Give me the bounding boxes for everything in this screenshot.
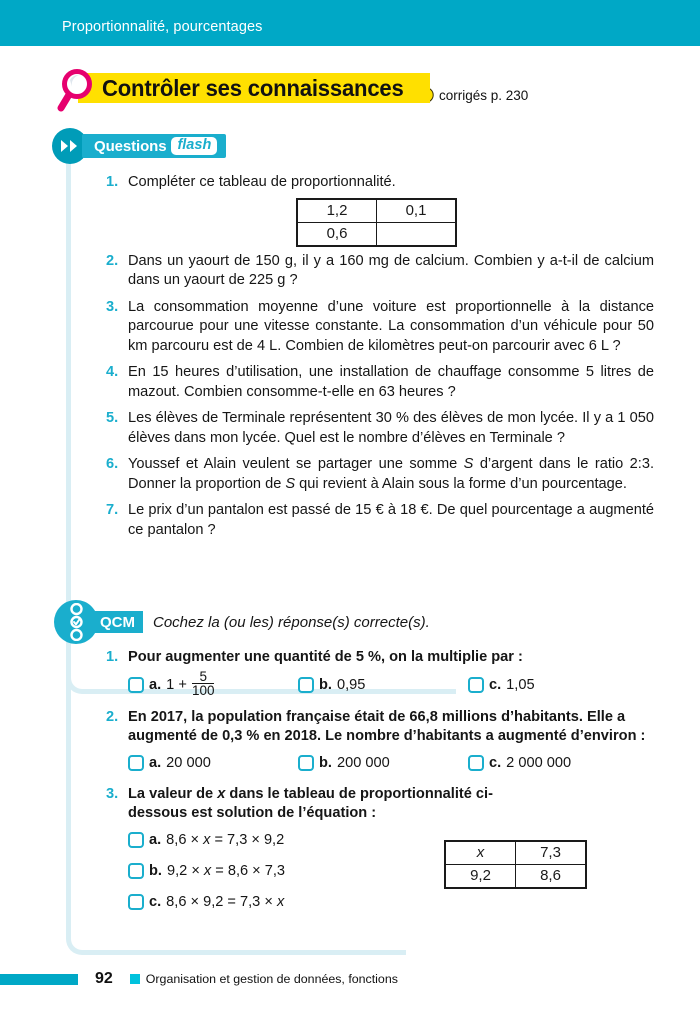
choice-text: 9,2 × x = 8,6 × 7,3 (166, 863, 286, 879)
qcm-tag: QCM (90, 611, 143, 633)
questions-flash-label (82, 134, 226, 158)
choice-text: 200 000 (336, 755, 390, 771)
table-row (297, 223, 456, 247)
checkbox[interactable] (298, 677, 314, 693)
qcm-choice[interactable] (128, 889, 654, 915)
footer-section-label: Organisation et gestion de données, fonctions (145, 972, 398, 986)
question-text: Dans un yaourt de 150 g, il y a 160 mg de calcium. Combien y a-t-il de calcium dans un yaourt de 225 g ? (128, 252, 654, 288)
page-number: 92 (95, 970, 113, 987)
table-cell (445, 841, 516, 865)
qcm-choice[interactable] (468, 750, 638, 776)
question-item (106, 409, 654, 448)
question-text: La consommation moyenne d’une voiture est proportionnelle à la distance parcourue pour une vitesse constante. La consommation d’un véhicule pour 50 km parcouru est de 4 L. Combien de kilomètres peut-on parcourir avec 6 L ? (128, 298, 654, 354)
qcm-question-number: 1. (106, 649, 119, 665)
fraction-denominator: 100 (191, 683, 215, 698)
footer-accent-bar (0, 974, 78, 985)
choice-letter: c. (149, 894, 162, 910)
choice-text: 1,05 (506, 677, 535, 693)
corriges-label: corrigés p. 230 (439, 87, 529, 103)
qcm-question-text: En 2017, la population française était de 66,8 millions d’habitants. Elle a augmenté de 0,3 % en 2018. Le nombre d’habitants a augmenté d’environ : (128, 709, 646, 744)
choice-letter: a. (149, 832, 162, 848)
choice-text: 8,6 × 9,2 = 7,3 × x (166, 894, 285, 910)
choice-text: 20 000 (166, 755, 211, 771)
checkbox[interactable] (128, 832, 144, 848)
magnifier-icon (56, 68, 98, 112)
question-number: 3. (106, 298, 119, 315)
footer-square-icon (130, 974, 140, 984)
questions-flash-pill: flash (171, 137, 217, 155)
page-title: Contrôler ses connaissances (102, 74, 404, 101)
qcm-question-text: La valeur de x dans le tableau de proportionnalité ci-dessous est solution de l’équation : (128, 786, 493, 821)
proportionality-table (296, 198, 457, 247)
questions-flash-word: Questions (94, 137, 167, 155)
table-cell: 8,6 (516, 865, 587, 889)
qcm-choice-group (106, 750, 654, 776)
question-number: 1. (106, 174, 119, 190)
questions-flash-badge (52, 128, 226, 164)
table-row (445, 865, 586, 889)
table-cell: 0,1 (377, 199, 457, 223)
choice-letter: c. (489, 755, 502, 771)
chapter-header-bar (0, 0, 700, 46)
choice-letter: c. (489, 677, 502, 693)
qcm-header (54, 600, 430, 644)
choice-letter: a. (149, 677, 162, 693)
question-text: Le prix d’un pantalon est passé de 15 € à 18 €. De quel pourcentage a augmenté ce pantalon ? (128, 502, 654, 538)
qcm-instruction: Cochez la (ou les) réponse(s) correcte(s). (153, 613, 430, 631)
question-item (106, 363, 654, 402)
question-number: 7. (106, 502, 119, 518)
x-value-table (444, 840, 587, 889)
table-cell-value: x (476, 844, 485, 861)
question-item (106, 298, 654, 357)
question-number: 5. (106, 410, 119, 426)
qcm-question-number: 2. (106, 709, 119, 725)
choice-expression: 1 + (166, 676, 187, 693)
question-text: En 15 heures d’utilisation, une installation de chauffage consomme 5 litres de mazout. Combien consomme-t-elle en 63 heures ? (128, 364, 654, 400)
table-cell: 0,6 (297, 223, 377, 247)
page-title-row (0, 68, 700, 108)
qcm-choice[interactable] (128, 671, 298, 699)
choice-text: 2 000 000 (506, 755, 572, 771)
qcm-question (106, 708, 654, 746)
question-item (106, 252, 654, 291)
question-text: Compléter ce tableau de proportionnalité. (128, 174, 396, 190)
corriges-link[interactable] (418, 87, 528, 103)
checkbox[interactable] (298, 755, 314, 771)
table-cell: 7,3 (516, 841, 587, 865)
qcm-choice[interactable] (468, 671, 638, 699)
checkbox[interactable] (128, 894, 144, 910)
checkbox[interactable] (468, 677, 484, 693)
qcm-choice[interactable] (298, 671, 468, 699)
table-row (445, 841, 586, 865)
question-item (106, 501, 654, 540)
fraction-numerator: 5 (199, 669, 207, 684)
question-item (106, 455, 654, 494)
fraction (192, 670, 215, 698)
choice-letter: b. (319, 755, 332, 771)
question-item (106, 173, 654, 193)
checkbox[interactable] (468, 755, 484, 771)
qcm-question (106, 785, 548, 823)
choice-letter: b. (149, 863, 162, 879)
question-number: 4. (106, 364, 119, 380)
choice-letter: a. (149, 755, 162, 771)
page-title-banner (78, 73, 430, 103)
table-row (297, 199, 456, 223)
choice-text: 8,6 × x = 7,3 × 9,2 (166, 832, 285, 848)
table-cell: 1,2 (297, 199, 377, 223)
qcm-choice-group (106, 671, 654, 699)
qcm-question-text: Pour augmenter une quantité de 5 %, on la multiplie par : (128, 649, 523, 665)
qcm-question-number: 3. (106, 786, 119, 802)
table-cell: 9,2 (445, 865, 516, 889)
qcm-question (106, 648, 654, 667)
question-text: Les élèves de Terminale représentent 30 % des élèves de mon lycée. Il y a 1 050 élèves dans mon lycée. Quel est le nombre d’élèves en Terminale ? (128, 410, 654, 446)
chapter-title: Proportionnalité, pourcentages (62, 19, 263, 35)
checkbox[interactable] (128, 755, 144, 771)
choice-text (166, 671, 215, 699)
page-footer (0, 964, 700, 994)
checkbox[interactable] (128, 863, 144, 879)
choice-letter: b. (319, 677, 332, 693)
qcm-choice[interactable] (128, 750, 298, 776)
question-text: Youssef et Alain veulent se partager une somme S d’argent dans le ratio 2:3. Donner la proportion de S qui revient à Alain sous la forme d’un pourcentage. (128, 456, 655, 492)
checkbox[interactable] (128, 677, 144, 693)
question-number: 6. (106, 456, 119, 472)
choice-text: 0,95 (336, 677, 366, 693)
question-number: 2. (106, 252, 119, 269)
qcm-choice[interactable] (298, 750, 468, 776)
table-cell-empty (377, 223, 457, 247)
